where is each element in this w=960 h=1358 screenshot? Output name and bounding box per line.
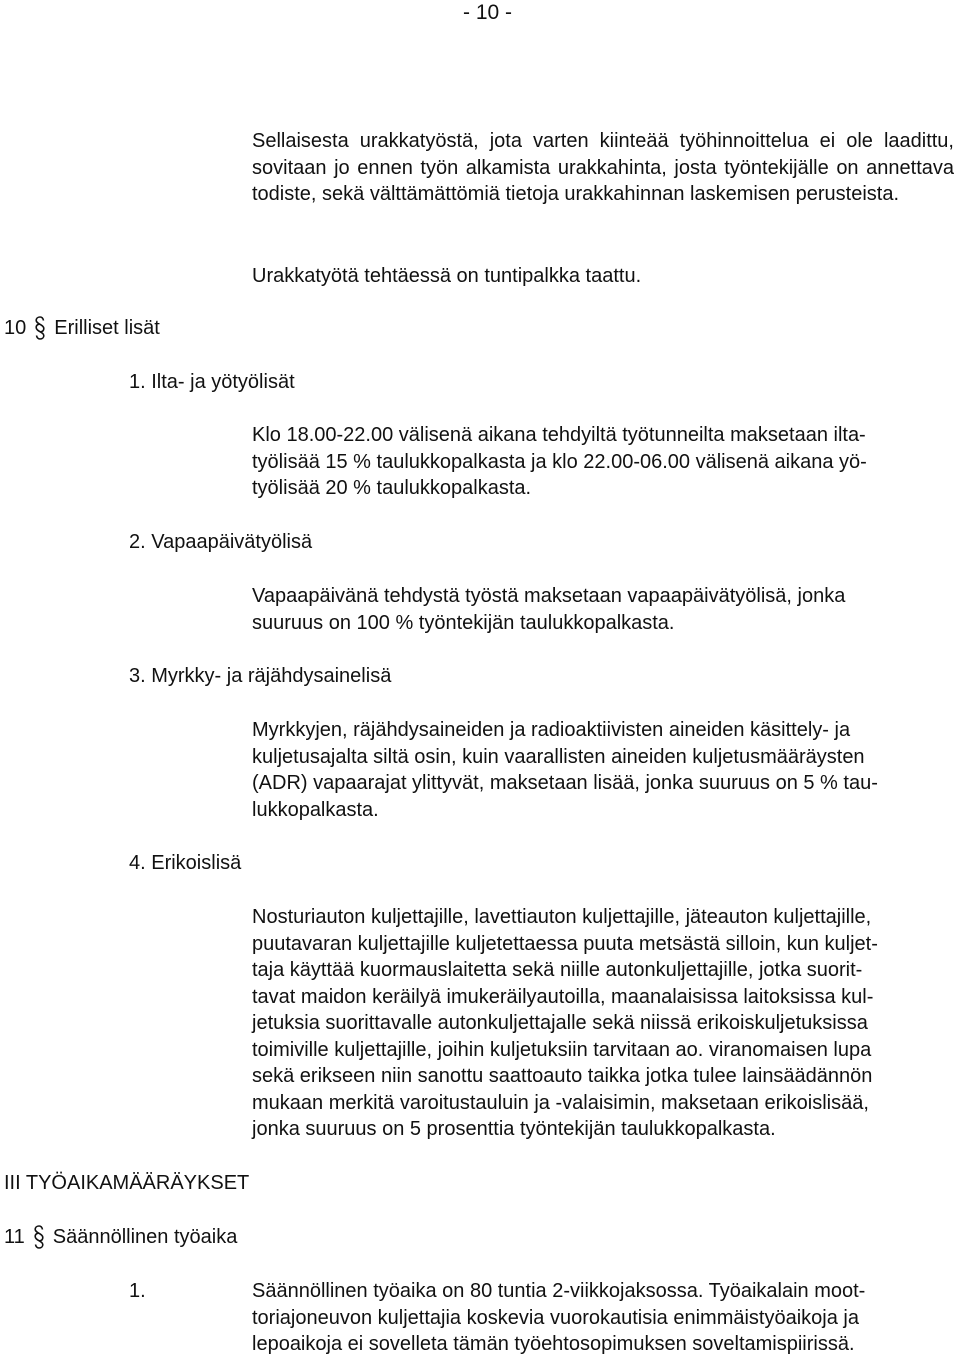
text-line: toriajoneuvon kuljettajia koskevia vuorokautisia enimmäistyöaikoja ja [252, 1306, 859, 1329]
intro-paragraph-guarantee: Urakkatyötä tehtäessä on tuntipalkka taattu. [252, 265, 642, 287]
text-line: toimiville kuljettajille, joihin kuljetuksiin tarvitaan ao. viranomaisen lupa [252, 1038, 872, 1061]
text-line: työlisää 15 % taulukkopalkasta ja klo 22.00-06.00 välisenä aikana yö- [252, 450, 867, 473]
paragraph-erikoislisa [252, 904, 878, 1143]
section-number: 10 [4, 317, 27, 339]
subheading-vapaapaivatyolisa: 2. Vapaapäivätyölisä [129, 531, 313, 553]
section-number: 11 [4, 1226, 25, 1248]
text-line: tavat maidon keräilyä imukeräilyautoilla, maanalaisissa laitoksissa kul- [252, 985, 874, 1008]
text-line: lepoaikoja ei sovelleta tämän työehtosopimuksen soveltamispiirissä. [252, 1333, 855, 1355]
paragraph-myrkky-rajahdysainelisa [252, 717, 878, 823]
section-sign-icon [31, 1224, 47, 1250]
page-number: - 10 - [463, 1, 513, 24]
section-title: Erilliset lisät [54, 317, 160, 339]
section-heading-11 [4, 1224, 237, 1251]
text-line: mukaan merkitä varoitustauluin ja -valaisimin, maksetaan erikoislisää, [252, 1091, 869, 1114]
text-line: lukkopalkasta. [252, 798, 379, 821]
section-title: Säännöllinen työaika [52, 1226, 238, 1248]
subheading-erikoislisa: 4. Erikoislisä [129, 852, 242, 874]
text-line: jetuksia suorittavalle autonkuljettajalle sekä niissä erikoiskuljetuksissa [252, 1012, 868, 1034]
text-line: Nosturiauton kuljettajille, lavettiauton kuljettajille, jäteauton kuljettajille, [252, 906, 872, 928]
item-number: 1. [129, 1280, 146, 1302]
text-line: (ADR) vapaarajat ylittyvät, maksetaan lisää, jonka suuruus on 5 % tau- [252, 772, 878, 794]
text-line: Vapaapäivänä tehdystä työstä maksetaan vapaapäivätyölisä, jonka [252, 585, 846, 607]
text-line: jonka suuruus on 5 prosenttia työntekijän taulukkopalkasta. [252, 1118, 776, 1140]
section-sign-icon [32, 315, 48, 341]
chapter-heading: III TYÖAIKAMÄÄRÄYKSET [4, 1172, 250, 1194]
subheading-myrkky-rajahdysainelisa: 3. Myrkky- ja räjähdysainelisä [129, 665, 392, 687]
subheading-ilta-yotyolisat: 1. Ilta- ja yötyölisät [129, 371, 295, 393]
paragraph-saannollinen-tyoaika [252, 1278, 865, 1358]
text-line: suuruus on 100 % työntekijän taulukkopalkasta. [252, 611, 675, 634]
section-heading-10 [4, 315, 160, 342]
intro-paragraph: Sellaisesta urakkatyöstä, jota varten kiinteää työhinnoittelua ei ole laadittu, sovitaan jo ennen työn alkamista urakkahinta, josta työntekijälle on annettava todiste, sekä välttämättömiä tietoja urakkahinnan laskemisen perusteista. [252, 130, 954, 205]
text-line: Myrkkyjen, räjähdysaineiden ja radioaktiivisten aineiden käsittely- ja [252, 719, 851, 741]
paragraph-vapaapaivatyolisa [252, 583, 845, 636]
text-line: puutavaran kuljettajille kuljetettaessa puuta metsästä silloin, kun kuljet- [252, 932, 878, 955]
text-line: kuljetusajalta siltä osin, kuin vaarallisten aineiden kuljetusmääräysten [252, 745, 865, 768]
text-line: taja käyttää kuormauslaitetta sekä niille autonkuljettajille, jotka suorit- [252, 959, 863, 981]
text-line: Säännöllinen työaika on 80 tuntia 2-viikkojaksossa. Työaikalain moot- [252, 1280, 866, 1302]
text-line: Klo 18.00-22.00 välisenä aikana tehdyiltä työtunneilta maksetaan ilta- [252, 424, 866, 446]
paragraph-ilta-yotyolisat [252, 422, 867, 502]
text-line: sekä erikseen niin sanottu saattoauto taikka jotka tulee lainsäädännön [252, 1065, 873, 1087]
text-line: työlisää 20 % taulukkopalkasta. [252, 477, 532, 499]
